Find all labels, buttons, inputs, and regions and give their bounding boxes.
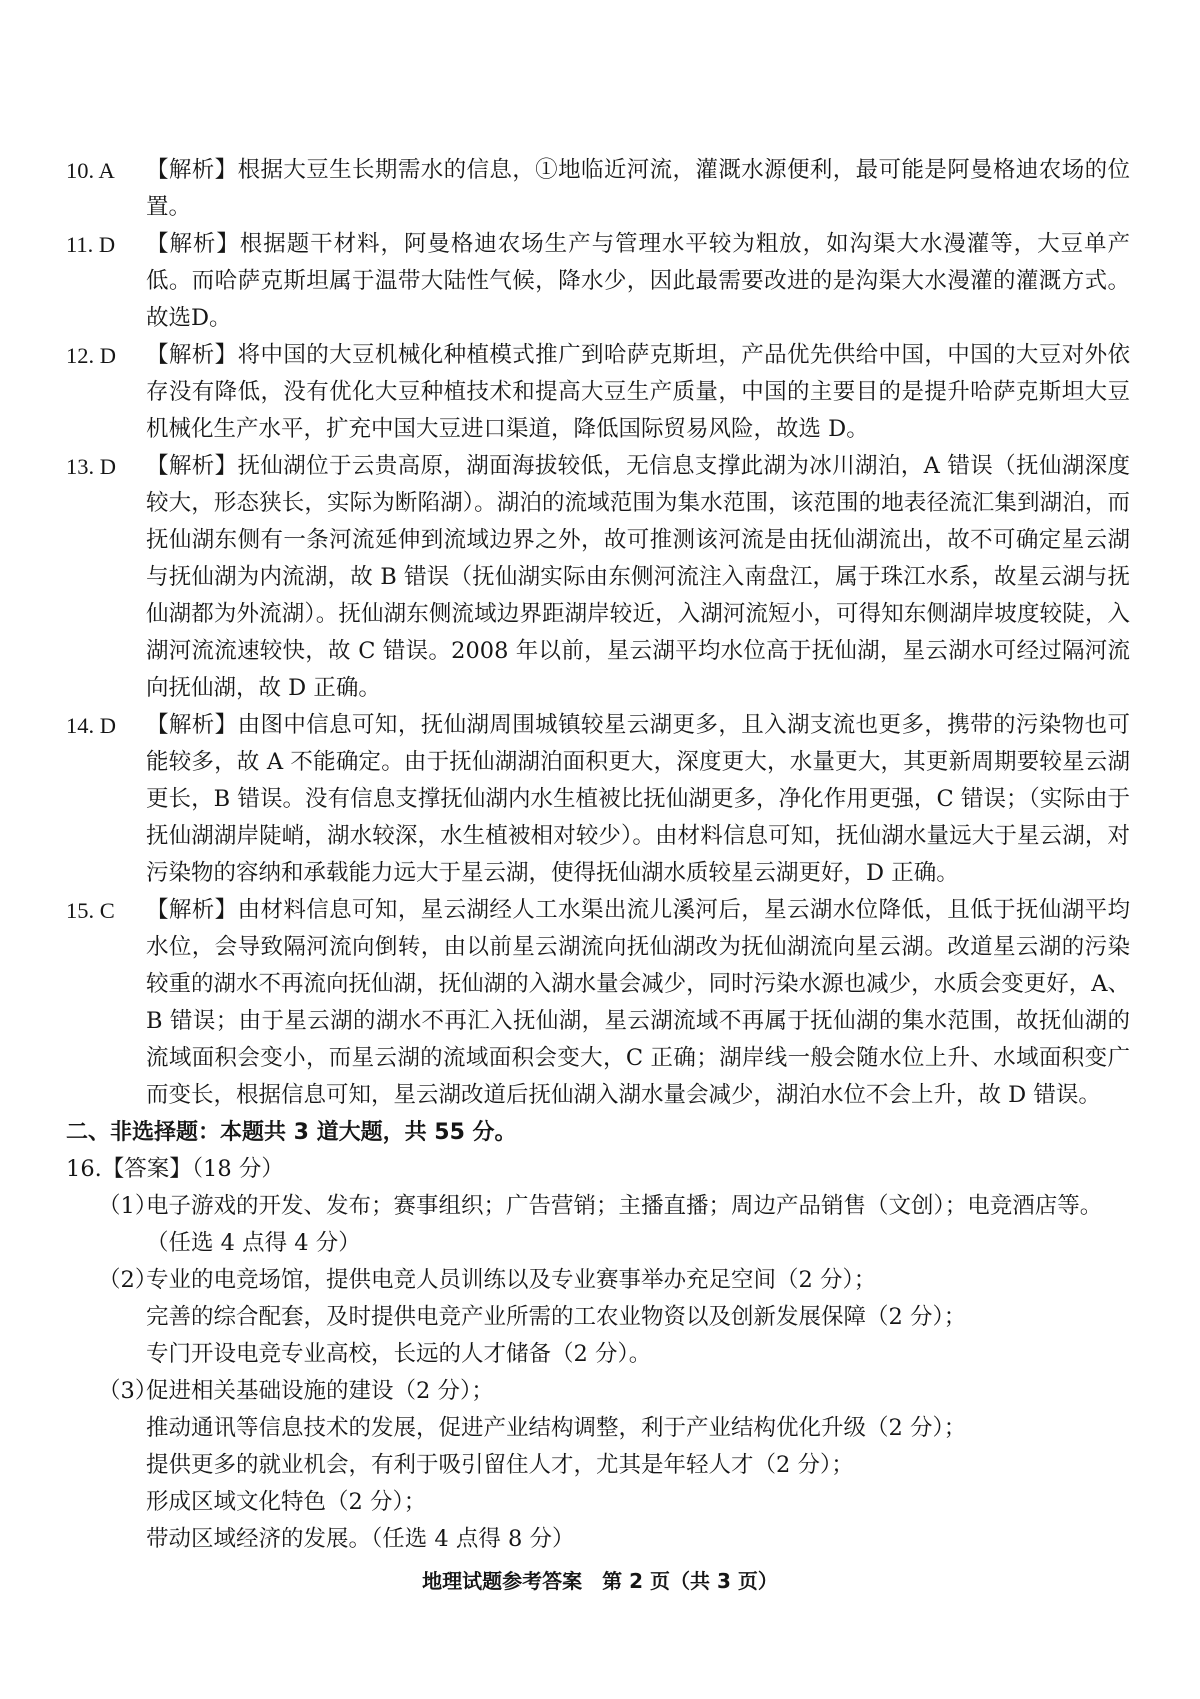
- question-15: [66, 892, 1130, 1114]
- answer-content: [66, 152, 1130, 1558]
- answer-line: 提供更多的就业机会，有利于吸引留住人才，尤其是年轻人才（2 分）；: [146, 1452, 854, 1478]
- question-explanation: 【解析】抚仙湖位于云贵高原，湖面海拔较低，无信息支撑此湖为冰川湖泊，A 错误（抚仙湖深度较大，形态狭长，实际为断陷湖）。湖泊的流域范围为集水范围，该范围的地表径流汇集到湖泊，而抚仙湖东侧有一条河流延伸到流域边界之外，故可推测该河流是由抚仙湖流出，故不可确定星云湖与抚仙湖为内流湖，故 B 错误（抚仙湖实际由东侧河流注入南盘江，属于珠江水系，故星云湖与抚仙湖都为外流湖）。抚仙湖东侧流域边界距湖岸较近，入湖河流短小，可得知东侧湖岸坡度较陡，入湖河流流速较快，故 C 错误。2008 年以前，星云湖平均水位高于抚仙湖，星云湖水可经过隔河流向抚仙湖，故 D 正确。: [146, 453, 1130, 701]
- question-explanation: 【解析】由图中信息可知，抚仙湖周围城镇较星云湖更多，且入湖支流也更多，携带的污染物也可能较多，故 A 不能确定。由于抚仙湖湖泊面积更大，深度更大，水量更大，其更新周期要较星云湖更长，B 错误。没有信息支撑抚仙湖内水生植被比抚仙湖更多，净化作用更强，C 错误；（实际由于抚仙湖湖岸陡峭，湖水较深，水生植被相对较少）。由材料信息可知，抚仙湖水量远大于星云湖，对污染物的容纳和承载能力远大于星云湖，使得抚仙湖水质较星云湖更好，D 正确。: [146, 712, 1130, 886]
- answer-line: 完善的综合配套，及时提供电竞产业所需的工农业物资以及创新发展保障（2 分）；: [146, 1304, 967, 1330]
- question-number: 11. D: [66, 232, 116, 257]
- question-12: [66, 337, 1130, 448]
- section-title: 二、非选择题：本题共 3 道大题，共 55 分。: [66, 1120, 517, 1145]
- question-explanation: 【解析】由材料信息可知，星云湖经人工水渠出流儿溪河后，星云湖水位降低，且低于抚仙湖平均水位，会导致隔河流向倒转，由以前星云湖流向抚仙湖改为抚仙湖流向星云湖。改道星云湖的污染较重的湖水不再流向抚仙湖，抚仙湖的入湖水量会减少，同时污染水源也减少，水质会变更好，A、B 错误；由于星云湖的湖水不再汇入抚仙湖，星云湖流域不再属于抚仙湖的集水范围，故抚仙湖的流域面积会变小，而星云湖的流域面积会变大，C 正确；湖岸线一般会随水位上升、水域面积变广而变长，根据信息可知，星云湖改道后抚仙湖入湖水量会减少，湖泊水位不会上升，故 D 错误。: [146, 897, 1130, 1108]
- question-number: 13. D: [66, 454, 116, 479]
- answer-line: （任选 4 点得 4 分）: [146, 1230, 361, 1256]
- answer-line: 带动区域经济的发展。（任选 4 点得 8 分）: [146, 1526, 575, 1552]
- question-10: [66, 152, 1130, 226]
- page-footer: 地理试题参考答案 第 2 页（共 3 页）: [422, 1569, 778, 1593]
- question-16-part-3: [66, 1373, 1130, 1558]
- question-14: [66, 707, 1130, 892]
- question-number: 15. C: [66, 898, 115, 923]
- question-explanation: 【解析】根据题干材料，阿曼格迪农场生产与管理水平较为粗放，如沟渠大水漫灌等，大豆单产低。而哈萨克斯坦属于温带大陆性气候，降水少，因此最需要改进的是沟渠大水漫灌的灌溉方式。故选D。: [146, 231, 1130, 331]
- question-16-heading: 16.【答案】（18 分）: [66, 1156, 284, 1182]
- question-number: 14. D: [66, 713, 116, 738]
- question-11: [66, 226, 1130, 337]
- part-label: （1）: [98, 1193, 158, 1219]
- answer-line: 专业的电竞场馆，提供电竞人员训练以及专业赛事举办充足空间（2 分）；: [146, 1267, 877, 1293]
- question-13: [66, 448, 1130, 707]
- question-number: 10. A: [66, 158, 115, 183]
- answer-line: 专门开设电竞专业高校，长远的人才储备（2 分）。: [146, 1341, 652, 1367]
- answer-line: 推动通讯等信息技术的发展，促进产业结构调整，利于产业结构优化升级（2 分）；: [146, 1415, 967, 1441]
- question-explanation: 【解析】根据大豆生长期需水的信息，①地临近河流，灌溉水源便利，最可能是阿曼格迪农场的位置。: [146, 157, 1130, 220]
- answer-line: 电子游戏的开发、发布；赛事组织；广告营销；主播直播；周边产品销售（文创）；电竞酒店等。: [146, 1193, 1103, 1219]
- part-label: （2）: [98, 1267, 158, 1293]
- question-number: 12. D: [66, 343, 116, 368]
- question-16-part-2: [66, 1262, 1130, 1373]
- answer-line: 形成区域文化特色（2 分）；: [146, 1489, 427, 1515]
- question-explanation: 【解析】将中国的大豆机械化种植模式推广到哈萨克斯坦，产品优先供给中国，中国的大豆对外依存没有降低，没有优化大豆种植技术和提高大豆生产质量，中国的主要目的是提升哈萨克斯坦大豆机械化生产水平，扩充中国大豆进口渠道，降低国际贸易风险，故选 D。: [146, 342, 1130, 442]
- question-16-part-1: [66, 1188, 1130, 1262]
- answer-line: 促进相关基础设施的建设（2 分）；: [146, 1378, 494, 1404]
- part-label: （3）: [98, 1378, 158, 1404]
